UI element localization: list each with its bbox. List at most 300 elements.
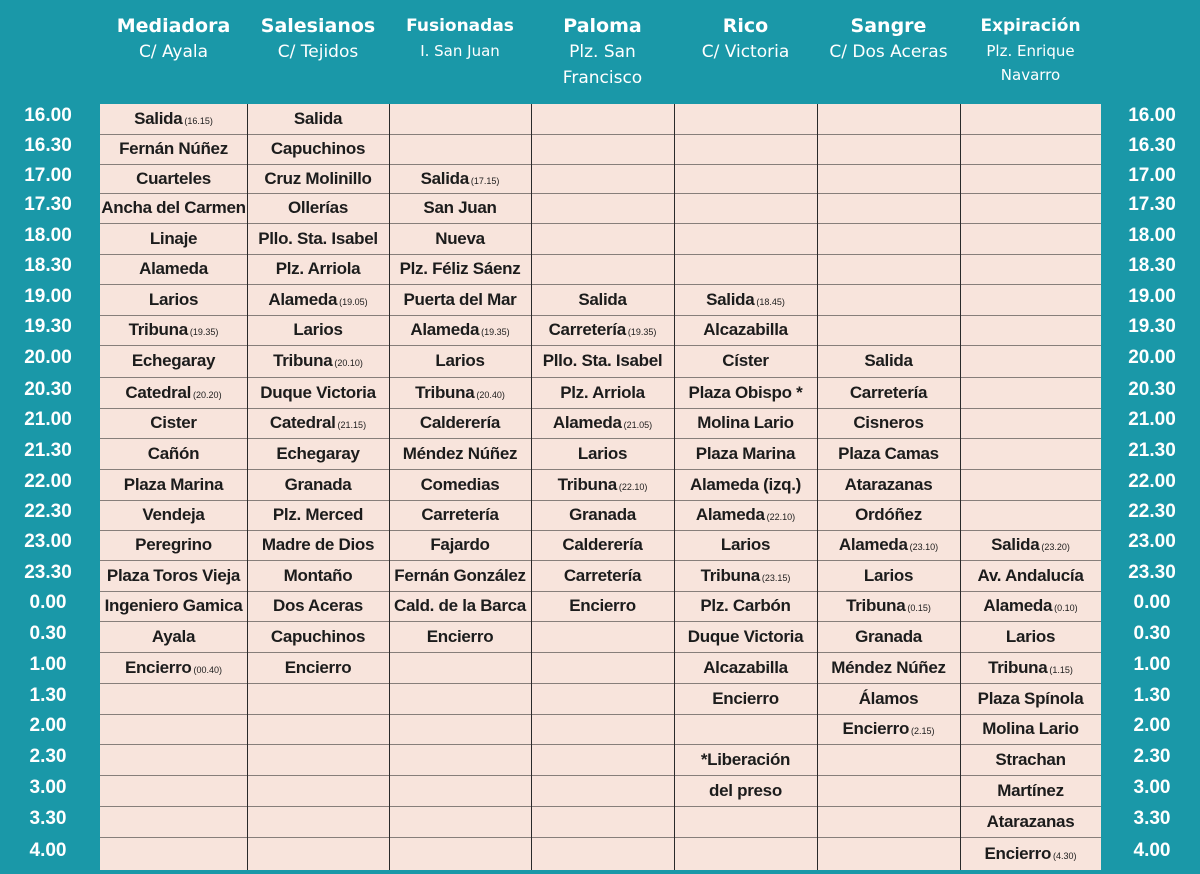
stop-time: (20.10) [334, 358, 363, 368]
stop-name: Salida [293, 109, 343, 128]
stop-name: Alameda [410, 320, 480, 339]
stop-name: Ayala [151, 626, 196, 646]
route-stop [247, 500, 389, 530]
stop-name: Encierro [984, 843, 1052, 863]
stop-name: Cald. de la Barca [394, 596, 526, 615]
stop-time: (17.15) [470, 175, 500, 186]
stop-name: del preso [709, 780, 782, 800]
route-stop [531, 439, 674, 469]
route-stop [389, 530, 531, 560]
stop-name: Plz. Merced [272, 505, 364, 524]
route-stop [531, 408, 674, 438]
stop-name: Salida [864, 351, 913, 370]
stop-name: Comedias [420, 474, 500, 494]
route-stop [674, 408, 817, 438]
route-stop [389, 224, 531, 254]
time-label: 1.00 [29, 653, 67, 675]
stop-name: Fernán Núñez [119, 139, 228, 158]
route-stop [247, 470, 389, 500]
stop-name: Dos Aceras [273, 596, 363, 615]
stop-name: Tribuna [273, 351, 333, 370]
stop-name: Calderería [562, 535, 643, 554]
stop-name: Linaje [149, 228, 198, 248]
stop-name: Pllo. Sta. Isabel [542, 351, 663, 370]
route-stop [674, 530, 817, 560]
procession-name: Expiración [980, 16, 1081, 36]
stop-time: (19.35) [627, 327, 657, 337]
stop-name: Atarazanas [986, 811, 1075, 831]
route-stop [100, 408, 247, 438]
route-stop [817, 684, 960, 714]
stop-name: Av. Andalucía [977, 565, 1084, 585]
time-label: 3.00 [29, 776, 67, 798]
time-label: 22.30 [1128, 501, 1176, 522]
stop-name: Ingeniero Gamica [104, 596, 243, 615]
stop-name: Álamos [858, 688, 919, 708]
route-stop [100, 285, 247, 315]
stop-name: Carretería [421, 505, 499, 524]
route-stop [389, 254, 531, 284]
column-header [674, 0, 817, 104]
stop-name: Encierro [124, 657, 192, 677]
route-stop [531, 470, 674, 500]
route-stop [247, 224, 389, 254]
route-stop [960, 530, 1101, 560]
stop-time: (23.10) [909, 542, 939, 552]
stop-name: Larios [148, 289, 199, 309]
route-stop [100, 104, 247, 134]
time-label: 4.00 [1133, 839, 1171, 861]
stop-name: Plz. Carbón [700, 596, 791, 615]
stop-time: (1.15) [1049, 664, 1073, 675]
route-stop [247, 622, 389, 652]
stop-name: Plz. Arriola [275, 259, 361, 278]
time-label: 22.30 [24, 501, 72, 522]
route-stop [674, 470, 817, 500]
route-stop [960, 561, 1101, 591]
route-stop [817, 408, 960, 438]
stop-name: Pllo. Sta. Isabel [258, 228, 378, 248]
route-stop [817, 470, 960, 500]
stop-name: Duque Victoria [260, 382, 376, 402]
route-stop [817, 439, 960, 469]
stop-time: (19.35) [189, 327, 219, 337]
route-stop [960, 591, 1101, 621]
stop-name: Tribuna [846, 596, 906, 615]
route-stop [100, 591, 247, 621]
stop-name: Plaza Obispo * [688, 382, 803, 402]
route-stop [960, 653, 1101, 683]
stop-name: Alameda [983, 596, 1053, 615]
column-header [100, 0, 247, 104]
route-stop [100, 378, 247, 408]
time-label: 2.30 [1133, 745, 1171, 767]
route-stop [100, 164, 247, 194]
route-stop [960, 714, 1101, 744]
route-stop [389, 561, 531, 591]
time-label: 18.00 [24, 224, 72, 246]
time-label: 17.00 [24, 164, 72, 186]
stop-name: Calderería [419, 413, 501, 432]
stop-name: Alameda (izq.) [689, 474, 802, 494]
stop-name: Molina Lario [697, 413, 794, 432]
route-stop [674, 285, 817, 315]
stop-name: Cruz Molinillo [264, 168, 372, 188]
route-stop [674, 622, 817, 652]
route-stop [100, 653, 247, 683]
stop-name: Alameda [139, 259, 208, 278]
stop-name: Méndez Núñez [831, 657, 946, 677]
time-label: 3.30 [29, 807, 67, 829]
stop-name: Salida [134, 109, 183, 128]
stop-name: Ollerías [288, 198, 348, 217]
stop-name: Méndez Núñez [402, 443, 518, 463]
stop-name: Encierro [712, 688, 779, 708]
stop-name: Alameda [268, 289, 338, 309]
stop-name: Carretería [563, 565, 642, 585]
stop-name: Alameda [695, 505, 765, 524]
route-stop [531, 561, 674, 591]
route-stop [960, 807, 1101, 837]
time-label: 1.30 [1133, 684, 1171, 706]
route-stop [674, 745, 817, 775]
stop-time: (18.45) [756, 296, 785, 307]
time-label: 18.30 [1128, 255, 1176, 276]
stop-name: Vendeja [142, 505, 205, 524]
stop-name: Plaza Camas [838, 443, 939, 463]
time-label: 16.30 [24, 135, 72, 156]
stop-name: Tribuna [988, 657, 1048, 677]
route-stop [674, 439, 817, 469]
route-stop [960, 745, 1101, 775]
stop-time: (00.40) [193, 664, 223, 675]
route-stop [674, 500, 817, 530]
route-stop [531, 378, 674, 408]
time-label: 16.00 [24, 105, 72, 126]
time-label: 0.30 [29, 622, 67, 644]
procession-name: Paloma [563, 15, 642, 37]
stop-time: (21.05) [623, 420, 653, 430]
route-stop [247, 439, 389, 469]
stop-time: (20.40) [476, 389, 505, 400]
route-stop [817, 653, 960, 683]
route-stop [531, 500, 674, 530]
route-stop [100, 346, 247, 376]
time-label: 0.00 [29, 592, 67, 613]
time-label: 21.30 [1128, 439, 1176, 461]
stop-name: Salida [420, 168, 469, 188]
route-stop [674, 591, 817, 621]
time-label: 2.30 [29, 745, 67, 767]
time-label: 16.30 [1128, 135, 1176, 156]
stop-name: Cisneros [853, 413, 924, 432]
route-stop [817, 561, 960, 591]
route-stop [247, 164, 389, 194]
stop-name: Plaza Toros Vieja [106, 565, 241, 585]
row-divider [100, 806, 1101, 807]
time-label: 17.30 [24, 194, 72, 215]
route-stop [817, 346, 960, 376]
route-stop [531, 315, 674, 345]
stop-name: Catedral [125, 382, 192, 402]
route-stop [817, 530, 960, 560]
time-label: 18.00 [1128, 224, 1176, 246]
stop-time: (0.10) [1054, 603, 1078, 613]
column-header [531, 0, 674, 104]
route-stop [531, 285, 674, 315]
procession-name: Salesianos [260, 15, 376, 37]
stop-name: Montaño [283, 565, 353, 585]
time-label: 2.00 [1133, 715, 1171, 736]
stop-name: Plz. Arriola [560, 382, 645, 402]
route-stop [817, 500, 960, 530]
route-stop [389, 500, 531, 530]
stop-name: Martínez [997, 780, 1064, 800]
stop-name: Tribuna [128, 320, 188, 339]
stop-name: Plz. Féliz Sáenz [399, 259, 521, 278]
stop-time: (19.05) [339, 296, 368, 307]
time-label: 19.30 [1128, 316, 1176, 337]
stop-name: Encierro [569, 596, 636, 615]
stop-time: (23.20) [1041, 542, 1070, 552]
route-stop [674, 378, 817, 408]
route-stop [247, 254, 389, 284]
stop-name: Fernán González [394, 565, 526, 585]
time-label: 4.00 [29, 839, 67, 861]
route-stop [531, 530, 674, 560]
route-stop [100, 561, 247, 591]
stop-time: (4.30) [1053, 850, 1077, 861]
route-stop [247, 408, 389, 438]
stop-name: Encierro [426, 626, 494, 646]
stop-name: Tribuna [415, 382, 475, 402]
stop-name: Puerta del Mar [403, 289, 517, 309]
route-stop [100, 315, 247, 345]
time-label: 23.00 [1128, 531, 1176, 552]
stop-name: Granada [855, 626, 922, 646]
stop-name: Duque Victoria [687, 626, 804, 646]
route-stop [960, 776, 1101, 806]
route-stop [817, 622, 960, 652]
time-label: 22.00 [24, 470, 72, 492]
route-stop [674, 315, 817, 345]
procession-name: Rico [722, 15, 769, 37]
stop-name: Larios [577, 443, 628, 463]
time-label: 3.00 [1133, 776, 1171, 798]
stop-time: (19.35) [481, 327, 510, 337]
route-stop [100, 470, 247, 500]
stop-name: Capuchinos [270, 626, 366, 646]
stop-name: Císter [722, 351, 769, 370]
route-stop [960, 684, 1101, 714]
time-label: 21.00 [1128, 409, 1176, 430]
stop-name: Cister [150, 413, 197, 432]
stop-name: Ordóñez [855, 505, 922, 524]
column-header [817, 0, 960, 104]
stop-name: Madre de Dios [261, 535, 375, 554]
route-stop [247, 591, 389, 621]
schedule-grid [100, 104, 1101, 870]
stop-time: (20.20) [193, 389, 222, 400]
route-stop [100, 134, 247, 164]
stop-name: San Juan [423, 198, 497, 217]
route-stop [247, 315, 389, 345]
time-label: 0.00 [1133, 592, 1171, 613]
procession-place: C/ Tejidos [277, 42, 359, 62]
stop-name: Larios [720, 535, 771, 554]
row-divider [100, 744, 1101, 745]
stop-name: Encierro [842, 719, 910, 738]
stop-name: Alameda [838, 535, 908, 554]
stop-name: Nueva [435, 228, 485, 248]
procession-name: Mediadora [116, 15, 231, 37]
time-label: 1.00 [1133, 653, 1171, 675]
time-label: 18.30 [24, 255, 72, 276]
route-stop [100, 254, 247, 284]
stop-name: Fajardo [430, 535, 490, 554]
route-stop [247, 653, 389, 683]
route-stop [389, 622, 531, 652]
stop-name: Echegaray [276, 443, 360, 463]
route-stop [674, 776, 817, 806]
stop-name: Carretería [548, 320, 626, 339]
route-stop [674, 346, 817, 376]
stop-name: Salida [578, 289, 627, 309]
route-stop [389, 408, 531, 438]
route-stop [674, 653, 817, 683]
time-label: 23.00 [24, 531, 72, 552]
stop-name: Plaza Marina [123, 474, 224, 494]
procession-place: C/ Ayala [138, 42, 209, 62]
stop-name: *Liberación [700, 749, 791, 769]
time-label: 23.30 [24, 561, 72, 583]
time-label: 0.30 [1133, 622, 1171, 644]
procession-name: Fusionadas [406, 16, 514, 36]
route-stop [247, 378, 389, 408]
stop-name: Larios [863, 565, 914, 585]
route-stop [960, 839, 1101, 869]
stop-name: Molina Lario [982, 719, 1079, 738]
route-stop [100, 500, 247, 530]
stop-name: Tribuna [700, 565, 760, 585]
time-label: 19.00 [24, 285, 72, 307]
route-stop [247, 561, 389, 591]
route-stop [100, 193, 247, 223]
time-label: 23.30 [1128, 561, 1176, 583]
stop-name: Granada [284, 474, 352, 494]
stop-name: Peregrino [135, 535, 212, 554]
stop-name: Tribuna [557, 474, 617, 494]
procession-place: Plz. San Francisco [562, 42, 643, 88]
route-stop [389, 285, 531, 315]
stop-name: Larios [435, 351, 485, 370]
route-stop [389, 439, 531, 469]
stop-name: Atarazanas [844, 474, 933, 494]
route-stop [389, 346, 531, 376]
stop-time: (0.15) [907, 603, 931, 613]
procession-place: I. San Juan [420, 42, 500, 60]
route-stop [389, 315, 531, 345]
stop-name: Alcazabilla [703, 657, 788, 677]
route-stop [674, 561, 817, 591]
stop-name: Larios [293, 320, 343, 339]
route-stop [817, 714, 960, 744]
time-label: 2.00 [29, 715, 67, 736]
stop-name: Alameda [552, 413, 622, 432]
column-header [960, 0, 1101, 104]
procession-place: C/ Victoria [701, 42, 790, 62]
stop-name: Plaza Spínola [977, 688, 1084, 708]
route-stop [960, 622, 1101, 652]
route-stop [247, 530, 389, 560]
time-label: 3.30 [1133, 807, 1171, 829]
route-stop [817, 378, 960, 408]
route-stop [389, 591, 531, 621]
column-header [389, 0, 531, 104]
time-label: 22.00 [1128, 470, 1176, 492]
route-stop [389, 164, 531, 194]
time-label: 17.30 [1128, 194, 1176, 215]
route-stop [247, 134, 389, 164]
stop-time: (2.15) [911, 726, 935, 736]
stop-time: (23.15) [761, 572, 791, 583]
stop-time: (16.15) [184, 116, 213, 126]
stop-name: Capuchinos [270, 139, 366, 158]
stop-name: Larios [1005, 626, 1056, 646]
route-stop [674, 684, 817, 714]
time-label: 21.30 [24, 439, 72, 461]
route-stop [531, 591, 674, 621]
row-divider [100, 837, 1101, 838]
time-label: 19.00 [1128, 285, 1176, 307]
stop-name: Carretería [849, 382, 928, 402]
time-label: 16.00 [1128, 105, 1176, 126]
stop-name: Strachan [995, 749, 1066, 769]
stop-name: Ancha del Carmen [101, 198, 246, 217]
stop-name: Encierro [284, 657, 352, 677]
stop-time: (21.15) [337, 420, 367, 430]
route-stop [531, 346, 674, 376]
route-stop [389, 470, 531, 500]
route-stop [817, 591, 960, 621]
procession-name: Sangre [850, 15, 927, 37]
route-stop [247, 285, 389, 315]
time-label: 17.00 [1128, 164, 1176, 186]
time-label: 20.30 [24, 378, 72, 400]
time-label: 20.30 [1128, 378, 1176, 400]
stop-time: (22.10) [766, 512, 796, 522]
stop-time: (22.10) [618, 481, 648, 492]
stop-name: Salida [991, 535, 1040, 554]
stop-name: Salida [706, 289, 755, 309]
procession-place: C/ Dos Aceras [829, 42, 948, 62]
stop-name: Cañón [147, 443, 200, 463]
row-divider [100, 775, 1101, 776]
time-label: 21.00 [24, 409, 72, 430]
route-stop [100, 622, 247, 652]
route-stop [100, 224, 247, 254]
time-label: 20.00 [1128, 347, 1176, 368]
stop-name: Echegaray [131, 351, 216, 370]
stop-name: Plaza Marina [695, 443, 796, 463]
route-stop [247, 346, 389, 376]
time-label: 20.00 [24, 347, 72, 368]
route-stop [389, 193, 531, 223]
column-header [247, 0, 389, 104]
route-stop [247, 104, 389, 134]
route-stop [247, 193, 389, 223]
procession-place: Plz. Enrique Navarro [986, 42, 1075, 84]
